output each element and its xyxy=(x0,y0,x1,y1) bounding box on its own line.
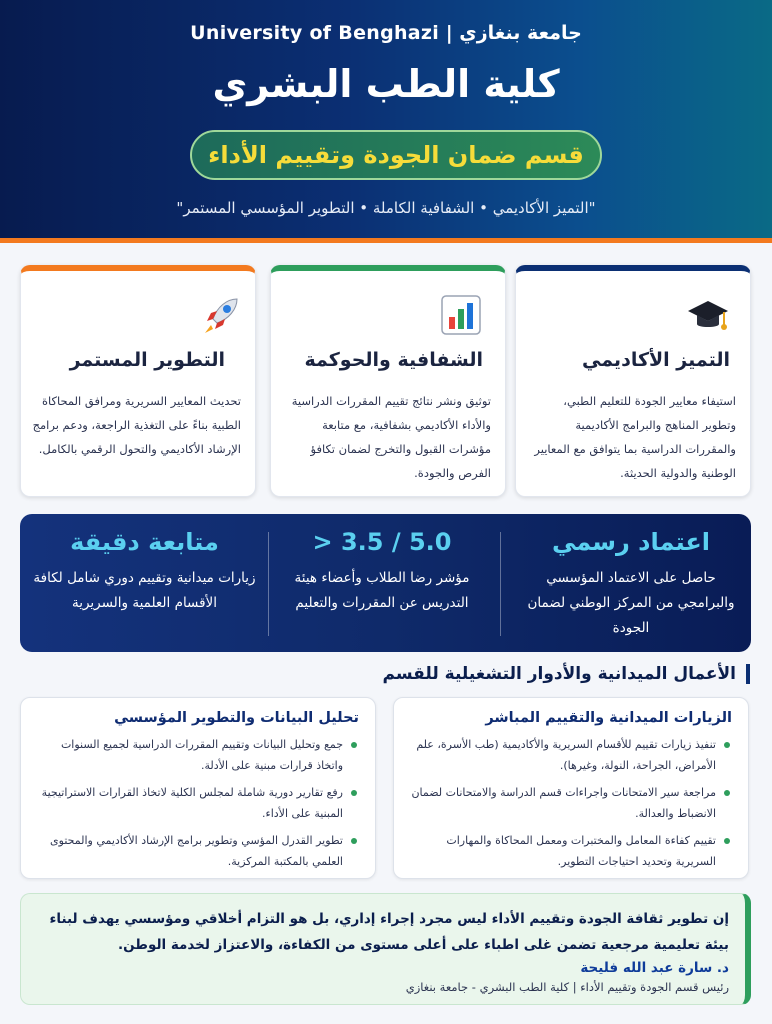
list-item: جمع وتحليل البيانات وتقييم المقررات الدراسية لجميع السنوات واتخاذ قرارات مبنية على الأدلة. xyxy=(35,734,359,776)
bullet-icon xyxy=(351,790,357,796)
department-badge: قسم ضمان الجودة وتقييم الأداء xyxy=(190,130,602,180)
faculty-title: كلية الطب البشري xyxy=(212,62,560,106)
list-item: تقييم كفاءة المعامل والمختبرات ومعمل المحاكاة والمهارات السريرية وتحديد احتياجات التطوير. xyxy=(408,830,732,872)
slogan: "التميز الأكاديمي • الشفافية الكاملة • التطوير المؤسسي المستمر" xyxy=(176,199,596,217)
rocket-icon xyxy=(199,293,243,337)
pillar-card-academic xyxy=(515,265,751,497)
quote-text: إن تطوير ثقافة الجودة وتقييم الأداء ليس مجرد إجراء إداري، بل هو التزام أخلاقي ومؤسسي يهدف لبناء بيئة تعليمية مرجعية تضمن غلى اطباء على أعلى مستوى من الكفاءة، والاعتزاز لخدمة الوطن. xyxy=(49,911,729,953)
bullet-icon xyxy=(724,838,730,844)
graduation-cap-icon xyxy=(686,293,730,337)
work-card-data-analysis xyxy=(20,697,376,879)
pillar-title: الشفافية والحوكمة xyxy=(304,349,483,371)
bullet-icon xyxy=(724,742,730,748)
stats-band xyxy=(20,514,751,652)
bullet-icon xyxy=(351,838,357,844)
stat-value: اعتماد رسمي xyxy=(552,528,710,556)
pillar-text: توثيق ونشر نتائج تقييم المقررات الدراسية والأداء الأكاديمي بشفافية، مع متابعة مؤشرات القبول والتخرج لضمان تكافؤ الفرص والجودة. xyxy=(291,394,491,480)
pillar-card-transparency xyxy=(270,265,506,497)
work-card-title: تحليل البيانات والتطوير المؤسسي xyxy=(114,710,359,726)
work-list xyxy=(35,734,359,872)
bullet-icon xyxy=(724,790,730,796)
section-title: الأعمال الميدانية والأدوار التشغيلية للقسم xyxy=(383,664,750,684)
pillar-title: التميز الأكاديمي xyxy=(581,349,730,371)
stat-monitoring xyxy=(20,514,269,652)
work-card-field-visits xyxy=(393,697,749,879)
list-item: تنفيذ زيارات تقييم للأقسام السريرية والأكاديمية (طب الأسرة، علم الأمراض، الجراحة، النولة، وغيرها). xyxy=(408,734,732,776)
head-quote xyxy=(20,893,751,1005)
university-name: جامعة بنغازي | University of Benghazi xyxy=(190,22,582,44)
stat-caption: زيارات ميدانية وتقييم دوري شامل لكافة الأقسام العلمية والسريرية xyxy=(33,570,256,611)
work-card-title: الزيارات الميدانية والتقييم المباشر xyxy=(485,710,732,726)
stat-value: > 3.5 / 5.0 xyxy=(312,528,452,556)
pillar-card-development xyxy=(20,265,256,497)
stat-caption: حاصل على الاعتماد المؤسسي والبرامجي من المركز الوطني لضمان الجودة xyxy=(527,570,735,636)
list-item: رفع تقارير دورية شاملة لمجلس الكلية لاتخاذ القرارات الاستراتيجية المبنية على الأداء. xyxy=(35,782,359,824)
list-item: تطوير القدرل المؤسي وتطوير برامج الإرشاد الأكاديمي والمحتوى العلمي بالمكتبة المركزية. xyxy=(35,830,359,872)
bar-chart-icon xyxy=(439,293,483,337)
page-header xyxy=(0,0,772,243)
bullet-icon xyxy=(351,742,357,748)
stat-value: متابعة دقيقة xyxy=(70,528,219,556)
stat-accreditation xyxy=(511,514,751,652)
stat-caption: مؤشر رضا الطلاب وأعضاء هيئة التدريس عن المقررات والتعليم xyxy=(294,570,470,611)
stat-satisfaction xyxy=(263,514,501,652)
pillar-title: التطوير المستمر xyxy=(69,349,225,371)
quote-author-role: رئيس قسم الجودة وتقييم الأداء | كلية الطب البشري - جامعة بنغازي xyxy=(405,980,729,994)
pillar-text: تحديث المعايير السريرية ومرافق المحاكاة الطبية بناءً على التغذية الراجعة، ودعم برامج الإرشاد الأكاديمي والتحول الرقمي بالكامل. xyxy=(32,394,241,456)
pillar-text: استيفاء معايير الجودة للتعليم الطبي، وتطوير المناهج والبرامج الأكاديمية والمقررات الدراسية بما يتوافق مع المعايير الوطنية والدولية الحديثة. xyxy=(534,394,736,480)
work-list xyxy=(408,734,732,872)
quote-author: د. سارة عبد الله فليحة xyxy=(580,960,729,976)
list-item: مراجعة سير الامتحانات واجراءات قسم الدراسة والامتحانات لضمان الانضباط والعدالة. xyxy=(408,782,732,824)
